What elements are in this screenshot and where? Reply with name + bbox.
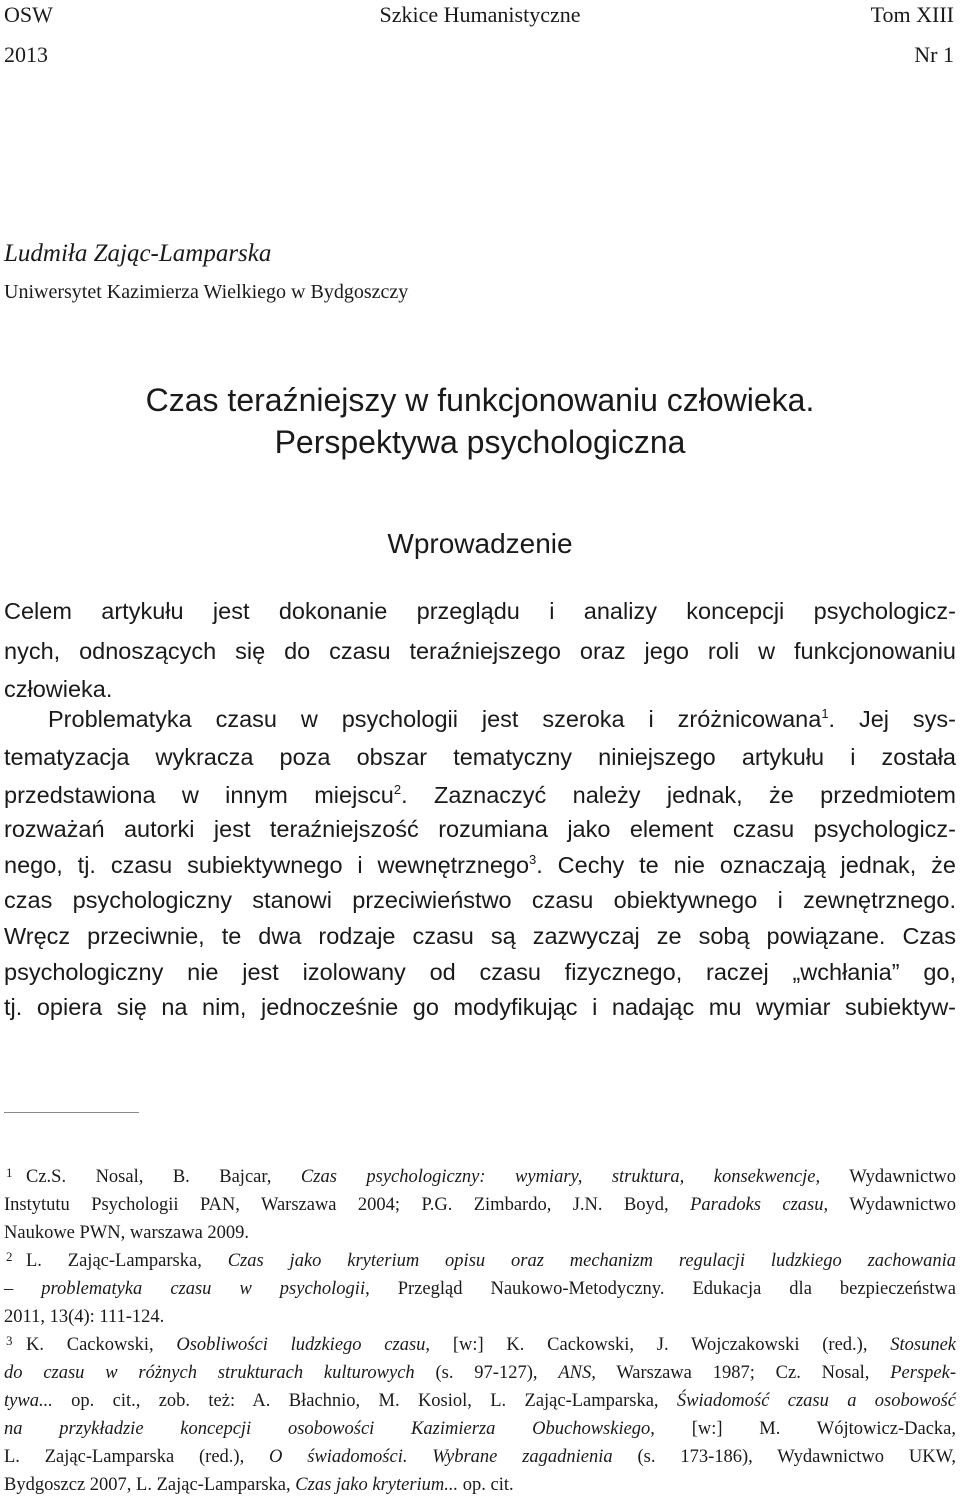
year: 2013: [4, 42, 48, 67]
footnote-2-line: 2 L. Zając-Lamparska, Czas jako kryterium opisu oraz mechanizm regulacji ludzkiego zachowania: [26, 1250, 956, 1272]
body-line: człowieka.: [4, 676, 113, 702]
body-line: tj. opiera się na nim, jednocześnie go modyfikując i nadając mu wymiar subiektyw-: [4, 994, 956, 1020]
footnote-2-line: 2011, 13(4): 111-124.: [4, 1307, 165, 1327]
footnote-ref[interactable]: 1: [821, 706, 829, 721]
body-line: nych, odnoszących się do czasu teraźniejszego oraz jego roli w funkcjonowaniu: [4, 638, 956, 664]
volume: Tom XIII: [870, 2, 954, 27]
body-line: tematyzacja wykracza poza obszar tematyczny niniejszego artykułu i została: [4, 744, 956, 770]
section-heading: Wprowadzenie: [387, 528, 573, 559]
footnote-3-line: tywa... op. cit., zob. też: A. Błachnio, M. Kosiol, L. Zając-Lamparska, Świadomość czasu a osobowość: [4, 1391, 956, 1411]
body-line: psychologiczny nie jest izolowany od czasu fizycznego, raczej „wchłania” go,: [4, 959, 956, 985]
footnote-1-line: Instytutu Psychologii PAN, Warszawa 2004; P.G. Zimbardo, J.N. Boyd, Paradoks czasu, Wydawnictwo: [4, 1195, 956, 1215]
footnote-ref[interactable]: 3: [529, 852, 537, 867]
article-title-line-2: Perspektywa psychologiczna: [274, 424, 686, 460]
body-line: przedstawiona w innym miejscu$^2$. Zaznaczyć należy jednak, że przedmiotem: [4, 782, 957, 808]
footnote-3-line: Bydgoszcz 2007, L. Zając-Lamparska, Czas jako kryterium... op. cit.: [4, 1475, 514, 1495]
journal-name: Szkice Humanistyczne: [379, 2, 581, 27]
footnote-3-line: 3 K. Cackowski, Osobliwości ludzkiego czasu, [w:] K. Cackowski, J. Wojczakowski (red.), Stosunek: [26, 1334, 956, 1356]
footnote-ref[interactable]: 2: [393, 782, 402, 797]
author-name: Ludmiła Zając-Lamparska: [4, 240, 272, 267]
footnote-3-line: na przykładzie koncepcji osobowości Kazimierza Obuchowskiego, [w:] M. Wójtowicz-Dacka,: [4, 1419, 956, 1439]
footnote-1-line: Naukowe PWN, warszawa 2009.: [4, 1223, 250, 1243]
footnote-number: 2: [6, 1249, 13, 1264]
body-line: Problematyka czasu w psychologii jest szeroka i zróżnicowana$^1$. Jej sys-: [48, 706, 956, 732]
footnote-3-line: L. Zając-Lamparska (red.), O świadomości. Wybrane zagadnienia (s. 173-186), Wydawnictwo UKW,: [4, 1447, 956, 1467]
footnote-3-line: do czasu w różnych strukturach kulturowych (s. 97-127), ANS, Warszawa 1987; Cz. Nosal, Perspek-: [4, 1363, 956, 1383]
article-title-line-1: Czas teraźniejszy w funkcjonowaniu człowieka.: [145, 382, 815, 418]
footnote-separator: [4, 1112, 139, 1113]
footnote-2-line: – problematyka czasu w psychologii, Przegląd Naukowo-Metodyczny. Edukacja dla bezpieczeństwa: [4, 1279, 956, 1299]
body-line: rozważań autorki jest teraźniejszość rozumiana jako element czasu psychologicz-: [4, 816, 956, 842]
body-line: Wręcz przeciwnie, te dwa rodzaje czasu są zazwyczaj ze sobą powiązane. Czas: [4, 923, 956, 949]
body-line: Celem artykułu jest dokonanie przeglądu i analizy koncepcji psychologicz-: [4, 598, 956, 624]
issue: Nr 1: [914, 42, 954, 67]
journal-abbr: OSW: [4, 2, 53, 27]
author-affiliation: Uniwersytet Kazimierza Wielkiego w Bydgoszczy: [4, 281, 409, 303]
footnote-number: 1: [6, 1165, 13, 1180]
footnote-1-line: 1 Cz.S. Nosal, B. Bajcar, Czas psychologiczny: wymiary, struktura, konsekwencje, Wydawnictwo: [26, 1166, 956, 1188]
body-line: nego, tj. czasu subiektywnego i wewnętrznego$^3$. Cechy te nie oznaczają jednak, że: [4, 852, 956, 878]
body-line: czas psychologiczny stanowi przeciwieństwo czasu obiektywnego i zewnętrznego.: [4, 887, 956, 913]
footnote-number: 3: [6, 1333, 13, 1348]
